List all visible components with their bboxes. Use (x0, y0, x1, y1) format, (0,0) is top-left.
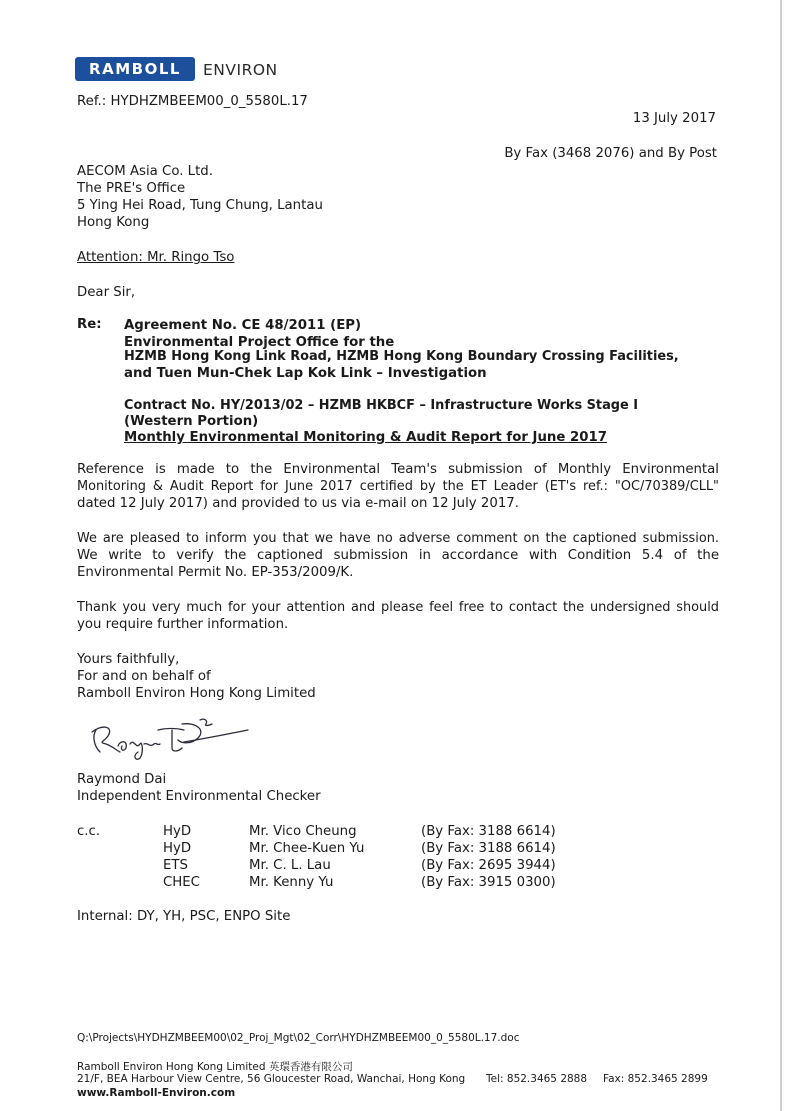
cc-fax: (By Fax: 2695 3944) (421, 858, 556, 873)
closing-line: Ramboll Environ Hong Kong Limited (77, 686, 316, 701)
salutation: Dear Sir, (77, 285, 136, 300)
paragraph-line: dated 12 July 2017) and provided to us via e-mail on 12 July 2017. (77, 496, 519, 512)
cc-fax: (By Fax: 3915 0300) (421, 875, 556, 890)
footer-company: Ramboll Environ Hong Kong Limited 英環香港有限公司 (77, 1061, 353, 1073)
subject-line: Environmental Project Office for the (124, 335, 395, 350)
body-paragraph (77, 530, 719, 582)
recipient-line: 5 Ying Hei Road, Tung Chung, Lantau (77, 198, 323, 213)
file-path: Q:\Projects\HYDHZMBEEM00\02_Proj_Mgt\02_Corr\HYDHZMBEEM00_0_5580L.17.doc (77, 1032, 520, 1044)
re-label: Re: (77, 317, 102, 332)
recipient-line: The PRE's Office (77, 181, 186, 196)
internal-distribution: Internal: DY, YH, PSC, ENPO Site (77, 909, 291, 924)
environ-logo-text: ENVIRON (203, 61, 278, 79)
cc-org: ETS (163, 858, 188, 873)
footer-fax: Fax: 852.3465 2899 (603, 1073, 708, 1085)
closing-line: For and on behalf of (77, 669, 211, 684)
cc-name: Mr. Vico Cheung (249, 824, 357, 839)
reference-number: Ref.: HYDHZMBEEM00_0_5580L.17 (77, 94, 308, 109)
cc-fax: (By Fax: 3188 6614) (421, 824, 556, 839)
ramboll-logo: RAMBOLL (75, 57, 195, 81)
recipient-line: Hong Kong (77, 215, 150, 230)
cc-org: HyD (163, 824, 192, 839)
paragraph-line: We are pleased to inform you that we have no adverse comment on the captioned submission. (77, 531, 719, 546)
closing-line: Yours faithfully, (77, 652, 180, 667)
subject-line: and Tuen Mun-Chek Lap Kok Link – Investigation (124, 366, 487, 381)
cc-name: Mr. Chee-Kuen Yu (249, 841, 365, 856)
paragraph-line: Reference is made to the Environmental Team's submission of Monthly Environmental (77, 462, 719, 477)
paragraph-line: Monitoring & Audit Report for June 2017 certified by the ET Leader (ET's ref.: "OC/70389/CLL" (77, 479, 719, 495)
contract-line: Contract No. HY/2013/02 – HZMB HKBCF – Infrastructure Works Stage I (124, 398, 639, 413)
footer-tel: Tel: 852.3465 2888 (486, 1073, 588, 1085)
subject-line: Agreement No. CE 48/2011 (EP) (124, 318, 362, 333)
body-paragraph (77, 461, 719, 513)
page-edge-line (780, 0, 782, 1111)
delivery-method: By Fax (3468 2076) and By Post (504, 146, 717, 161)
paragraph-line: you require further information. (77, 617, 289, 633)
subject-line: HZMB Hong Kong Link Road, HZMB Hong Kong Boundary Crossing Facilities, (124, 349, 679, 364)
paragraph-line: We write to verify the captioned submission in accordance with Condition 5.4 of the (77, 548, 719, 564)
footer-website: www.Ramboll-Environ.com (77, 1087, 236, 1099)
letter-date: 13 July 2017 (632, 111, 716, 126)
attention-line: Attention: Mr. Ringo Tso (77, 250, 235, 265)
cc-name: Mr. Kenny Yu (249, 875, 334, 890)
cc-fax: (By Fax: 3188 6614) (421, 841, 556, 856)
signatory-name: Raymond Dai (77, 772, 167, 787)
recipient-line: AECOM Asia Co. Ltd. (77, 164, 213, 179)
cc-name: Mr. C. L. Lau (249, 858, 331, 873)
cc-org: CHEC (163, 875, 200, 890)
cc-org: HyD (163, 841, 192, 856)
handwritten-signature (88, 716, 253, 760)
contract-line: (Western Portion) (124, 414, 259, 429)
cc-label: c.c. (77, 824, 101, 839)
paragraph-line: Thank you very much for your attention and please feel free to contact the undersigned should (77, 600, 719, 615)
report-title: Monthly Environmental Monitoring & Audit Report for June 2017 (124, 430, 608, 445)
body-paragraph (77, 599, 719, 633)
signatory-title: Independent Environmental Checker (77, 789, 321, 804)
footer-address: 21/F, BEA Harbour View Centre, 56 Gloucester Road, Wanchai, Hong Kong (77, 1073, 466, 1085)
paragraph-line: Environmental Permit No. EP-353/2009/K. (77, 565, 354, 581)
